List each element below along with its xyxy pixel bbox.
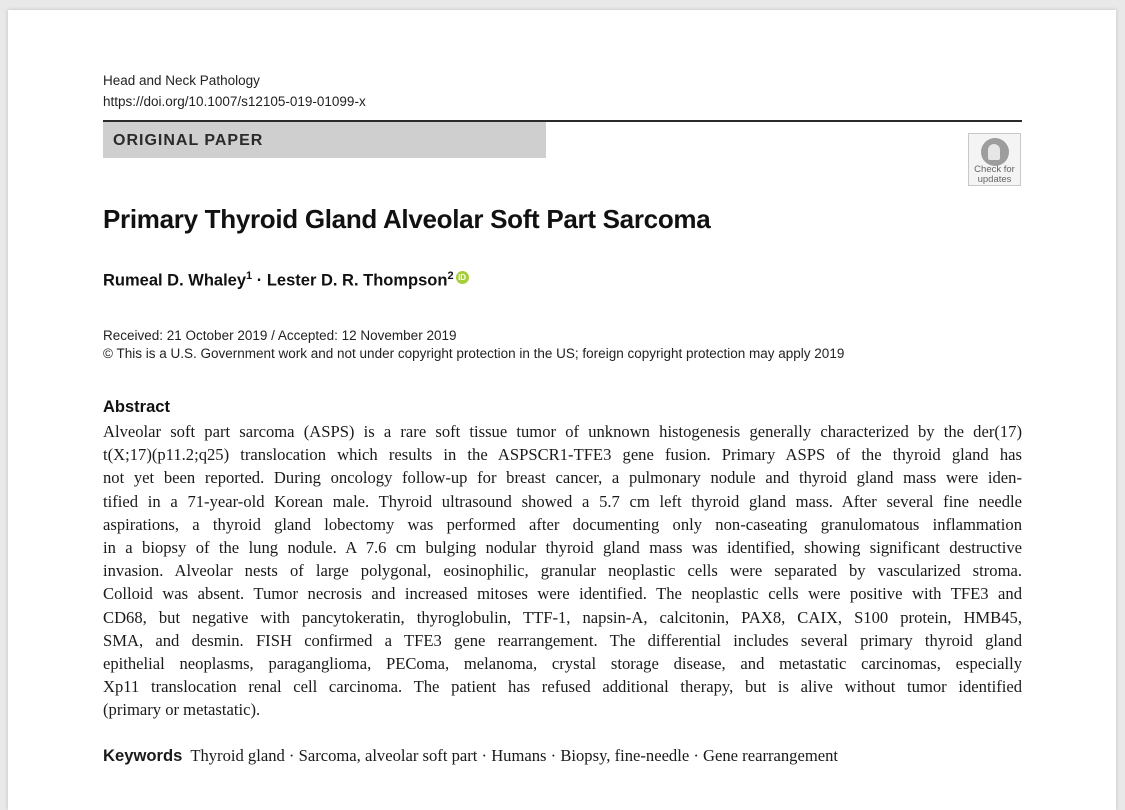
keywords-list: Thyroid gland · Sarcoma, alveolar soft part · Humans · Biopsy, fine-needle · Gene rearrangement — [190, 746, 838, 765]
affiliation-marker: 1 — [246, 270, 253, 282]
affiliation-marker: 2 — [447, 270, 454, 282]
journal-header — [103, 70, 366, 112]
abstract-line: SMA, and desmin. FISH confirmed a TFE3 gene rearrangement. The differential includes several primary thyroid gland — [103, 630, 1022, 650]
abstract-line: CD68, but negative with pancytokeratin, thyroglobulin, TTF-1, napsin-A, calcitonin, PAX8, CAIX, S100 protein, HMB45, — [103, 607, 1022, 627]
article-type-label: ORIGINAL PAPER — [113, 132, 264, 149]
paper-page — [8, 10, 1116, 810]
doi-link[interactable]: https://doi.org/10.1007/s12105-019-01099-x — [103, 94, 366, 109]
author-name[interactable]: Rumeal D. Whaley — [103, 271, 247, 290]
article-title: Primary Thyroid Gland Alveolar Soft Part Sarcoma — [103, 204, 711, 234]
abstract-line: Colloid was absent. Tumor necrosis and increased mitoses were identified. The neoplastic cells were positive with TFE3 and — [103, 584, 1022, 604]
received-accepted-dates: Received: 21 October 2019 / Accepted: 12 November 2019 — [103, 328, 457, 343]
abstract-line: invasion. Alveolar nests of large polygonal, eosinophilic, granular neoplastic cells were separated by vascularized stroma. — [103, 561, 1022, 581]
abstract-line: Xp11 translocation renal cell carcinoma. The patient has refused additional therapy, but is alive without tumor identified — [103, 677, 1022, 697]
orcid-icon[interactable]: iD — [456, 271, 469, 284]
check-for-updates-badge[interactable] — [968, 133, 1021, 186]
abstract-line: Alveolar soft part sarcoma (ASPS) is a rare soft tissue tumor of unknown histogenesis generally characterized by the der(17) — [103, 422, 1022, 441]
copyright-notice: © This is a U.S. Government work and not under copyright protection in the US; foreign copyright protection may apply 2019 — [103, 346, 845, 361]
article-type-banner — [103, 122, 546, 158]
abstract-line: t(X;17)(p11.2;q25) translocation which results in the ASPSCR1-TFE3 gene fusion. Primary ASPS of the thyroid gland has — [103, 445, 1022, 465]
author-name[interactable]: Lester D. R. Thompson — [266, 271, 448, 290]
abstract-line: (primary or metastatic). — [103, 700, 261, 720]
author-separator: · — [252, 271, 267, 290]
abstract-body — [103, 420, 1022, 721]
keywords-label: Keywords — [103, 746, 183, 765]
abstract-line: in a biopsy of the lung nodule. A 7.6 cm bulging nodular thyroid gland mass was identified, showing significant destructive — [103, 537, 1022, 557]
abstract-line: tified in a 71-year-old Korean male. Thyroid ultrasound showed a 5.7 cm left thyroid gland mass. After several fine needle — [103, 491, 1022, 511]
author-list — [103, 270, 469, 291]
abstract-heading: Abstract — [103, 398, 170, 416]
check-for-updates-icon — [981, 138, 1009, 166]
abstract-line: not yet been reported. During oncology follow-up for breast cancer, a pulmonary nodule and thyroid gland mass were iden- — [103, 468, 1022, 488]
article-dates — [103, 327, 844, 363]
check-for-updates-label: Check for updates — [974, 164, 1015, 185]
abstract-line: aspirations, a thyroid gland lobectomy was performed after documenting only non-caseating granulomatous inflammation — [103, 514, 1022, 534]
journal-name: Head and Neck Pathology — [103, 73, 260, 88]
abstract-line: epithelial neoplasms, paraganglioma, PEComa, melanoma, crystal storage disease, and metastatic carcinomas, especially — [103, 653, 1022, 673]
keywords-section — [103, 746, 838, 766]
